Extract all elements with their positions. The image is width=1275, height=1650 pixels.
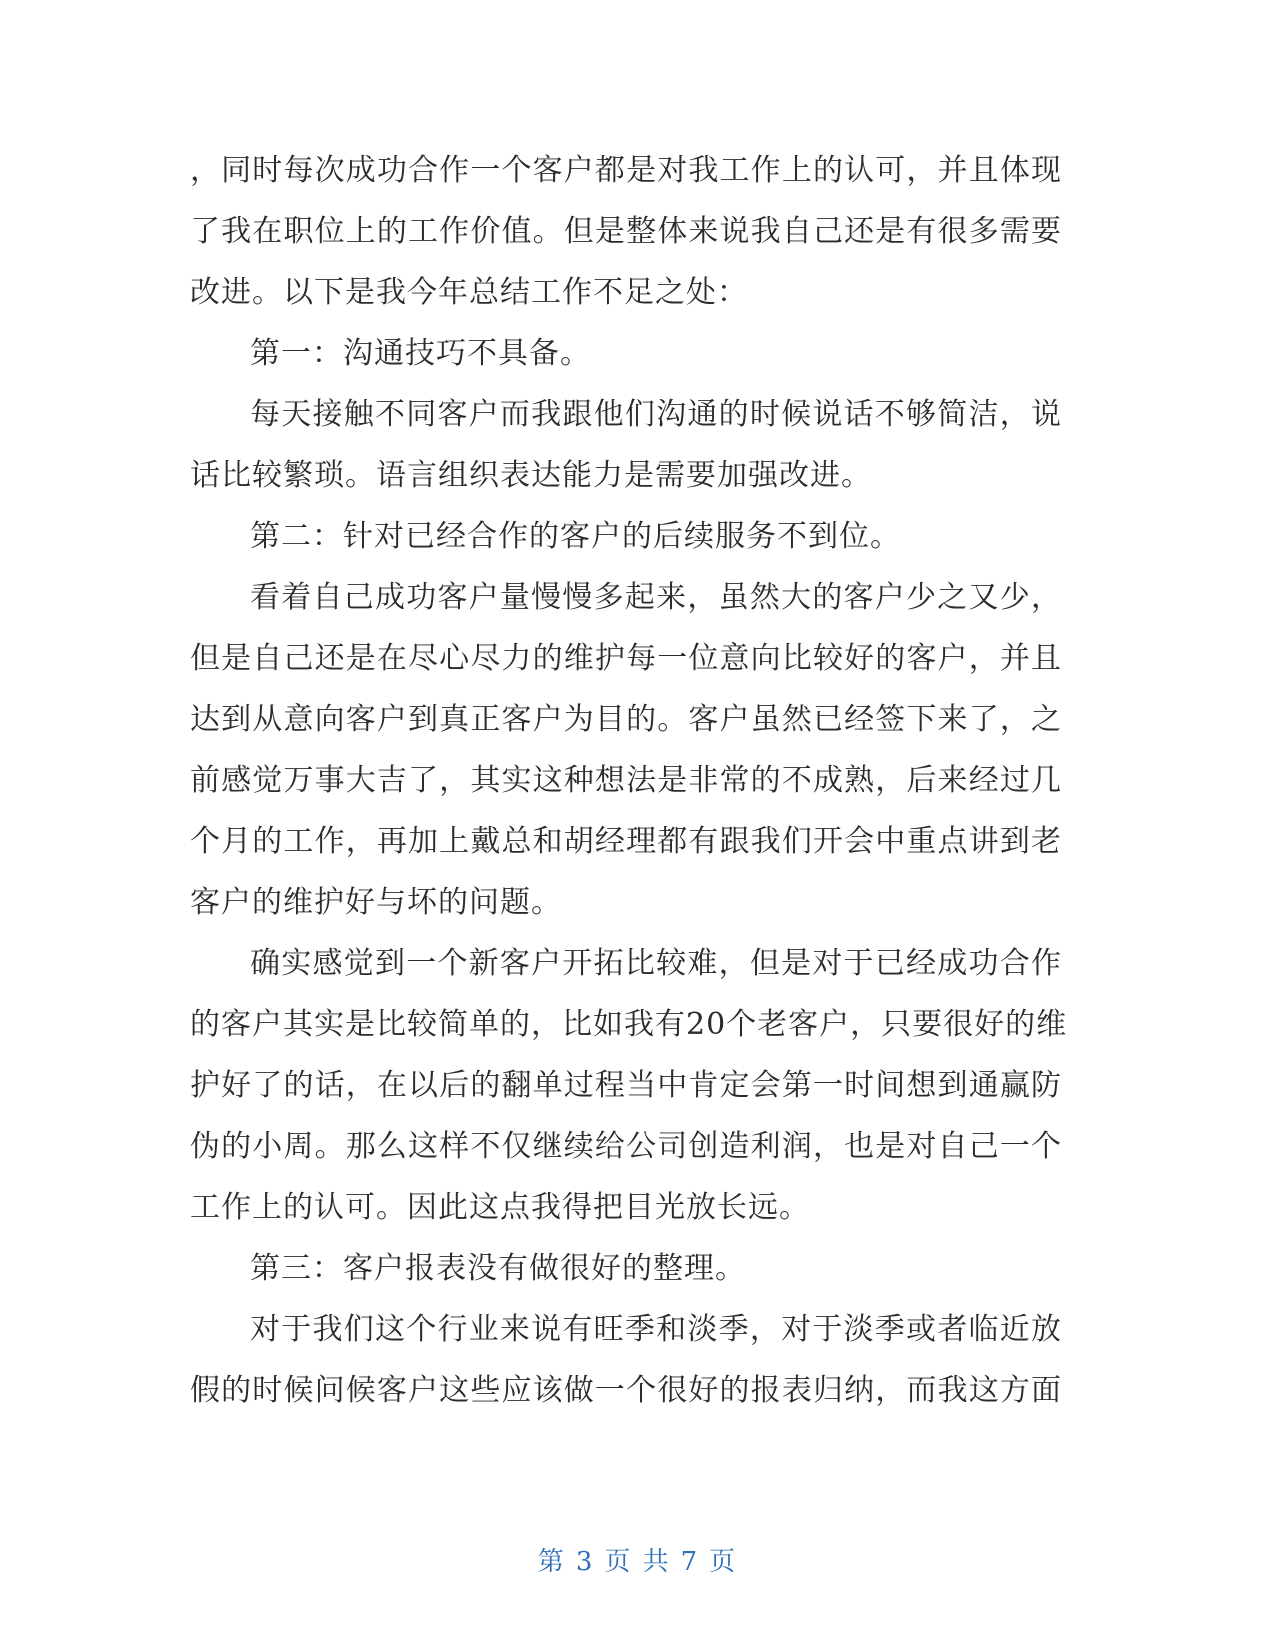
text-line: 假的时候问候客户这些应该做一个很好的报表归纳，而我这方面 xyxy=(190,1373,1062,1408)
footer-total-pages: 7 xyxy=(680,1547,700,1577)
text-line: 每天接触不同客户而我跟他们沟通的时候说话不够简洁，说 xyxy=(250,397,1062,432)
text-line: 改进。以下是我今年总结工作不足之处： xyxy=(190,275,748,310)
text-line: 对于我们这个行业来说有旺季和淡季，对于淡季或者临近放 xyxy=(250,1312,1062,1347)
text-line: 但是自己还是在尽心尽力的维护每一位意向比较好的客户，并且 xyxy=(190,641,1062,676)
text-line: 伪的小周。那么这样不仅继续给公司创造利润，也是对自己一个 xyxy=(190,1129,1062,1164)
footer-middle: 页 共 xyxy=(604,1547,671,1577)
footer-current-page: 3 xyxy=(575,1547,595,1577)
text-line: 的客户其实是比较简单的，比如我有20个老客户，只要很好的维 xyxy=(190,1007,1068,1042)
text-line: 确实感觉到一个新客户开拓比较难，但是对于已经成功合作 xyxy=(250,946,1062,981)
text-line: 第一：沟通技巧不具备。 xyxy=(250,336,591,371)
text-line: ，同时每次成功合作一个客户都是对我工作上的认可，并且体现 xyxy=(190,153,1062,188)
text-line: 个月的工作，再加上戴总和胡经理都有跟我们开会中重点讲到老 xyxy=(190,824,1062,859)
text-line: 护好了的话，在以后的翻单过程当中肯定会第一时间想到通赢防 xyxy=(190,1068,1062,1103)
footer-suffix: 页 xyxy=(709,1547,738,1577)
document-body xyxy=(190,140,1068,1421)
page-footer xyxy=(0,1541,1275,1578)
text-line: 达到从意向客户到真正客户为目的。客户虽然已经签下来了，之 xyxy=(190,702,1062,737)
text-line: 客户的维护好与坏的问题。 xyxy=(190,885,562,920)
text-line: 工作上的认可。因此这点我得把目光放长远。 xyxy=(190,1190,810,1225)
text-line: 第二：针对已经合作的客户的后续服务不到位。 xyxy=(250,519,901,554)
text-line: 第三：客户报表没有做很好的整理。 xyxy=(250,1251,746,1286)
text-line: 前感觉万事大吉了，其实这种想法是非常的不成熟，后来经过几 xyxy=(190,763,1062,798)
text-line: 看着自己成功客户量慢慢多起来，虽然大的客户少之又少， xyxy=(250,580,1062,615)
text-line: 了我在职位上的工作价值。但是整体来说我自己还是有很多需要 xyxy=(190,214,1062,249)
text-line: 话比较繁琐。语言组织表达能力是需要加强改进。 xyxy=(190,458,872,493)
footer-prefix: 第 xyxy=(537,1547,566,1577)
